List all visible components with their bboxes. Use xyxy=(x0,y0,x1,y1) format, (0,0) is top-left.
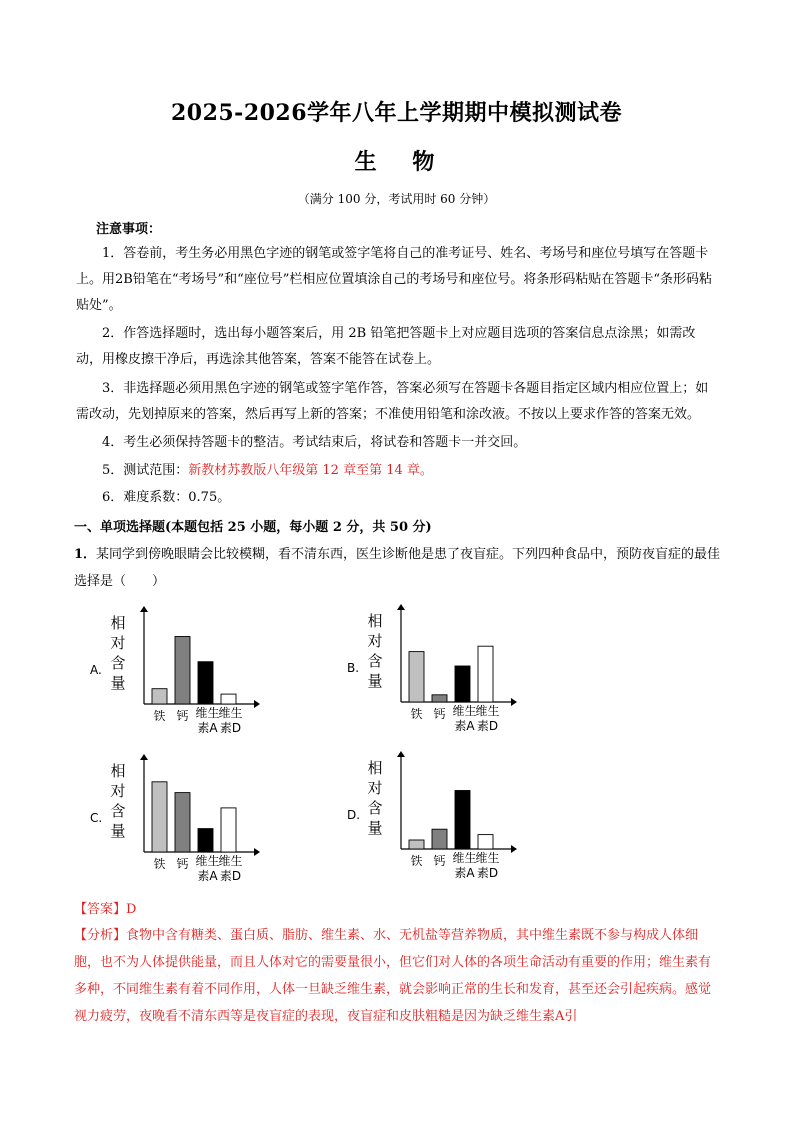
y-axis-label-char: 量 xyxy=(110,674,126,692)
bar xyxy=(409,652,424,702)
bar xyxy=(175,637,190,705)
answer-line xyxy=(74,898,136,917)
category-label: 钙 xyxy=(433,854,446,868)
y-axis-arrow xyxy=(397,604,405,610)
notice-item-5-prefix: 5．测试范围： xyxy=(102,463,189,478)
bar xyxy=(409,840,424,849)
score-note: （满分 100 分，考试用时 60 分钟） xyxy=(297,192,496,206)
category-label: 素D xyxy=(476,719,499,733)
x-axis-arrow xyxy=(511,698,517,706)
x-axis-arrow xyxy=(254,848,260,856)
chart-option-b[interactable] xyxy=(345,598,535,738)
category-label: 维生 xyxy=(195,854,220,868)
bar xyxy=(478,646,493,702)
notice-heading: 注意事项： xyxy=(96,222,162,237)
option-label: B. xyxy=(347,661,360,675)
category-label: 维生 xyxy=(475,704,500,718)
category-label: 维生 xyxy=(195,706,220,720)
x-axis-arrow xyxy=(511,845,517,853)
category-label: 素A xyxy=(197,721,218,735)
question-1 xyxy=(74,541,724,595)
chart-option-a[interactable] xyxy=(88,600,278,740)
bar xyxy=(198,662,213,704)
bar xyxy=(175,793,190,852)
bar xyxy=(432,829,447,849)
y-axis-label-char: 含 xyxy=(367,652,383,670)
category-label: 铁 xyxy=(153,709,166,723)
notice-item-4: 4．考生必须保持答题卡的整洁。考试结束后，将试卷和答题卡一并交回。 xyxy=(102,435,527,450)
bar xyxy=(152,689,167,704)
category-label: 素D xyxy=(219,869,242,883)
notice-item-2: 2．作答选择题时，选出每小题答案后，用 2B 铅笔把答题卡上对应题目选项的答案信息点涂黑；如需改动，用橡皮擦干净后，再选涂其他答案，答案不能答在试卷上。 xyxy=(76,326,696,367)
category-label: 钙 xyxy=(176,857,189,871)
y-axis-label-char: 对 xyxy=(367,632,383,650)
category-label: 素A xyxy=(454,719,475,733)
y-axis-label-char: 对 xyxy=(367,779,383,797)
analysis-label: 【分析】 xyxy=(74,928,127,943)
y-axis-label-char: 含 xyxy=(367,799,383,817)
exam-title: 2025-2026学年八年上学期期中模拟测试卷 xyxy=(170,100,623,126)
y-axis-label-char: 相 xyxy=(110,614,126,632)
question-stem: 某同学到傍晚眼睛会比较模糊，看不清东西，医生诊断他是患了夜盲症。下列四种食品中，预防夜盲症的最佳选择是（ ） xyxy=(74,547,721,589)
bar xyxy=(478,835,493,849)
category-label: 铁 xyxy=(410,707,423,721)
chart-option-c[interactable] xyxy=(88,748,278,888)
bar xyxy=(221,694,236,704)
category-label: 维生 xyxy=(218,706,243,720)
option-label: C. xyxy=(90,811,103,825)
category-label: 维生 xyxy=(452,704,477,718)
category-label: 维生 xyxy=(452,851,477,865)
y-axis-label-char: 含 xyxy=(110,654,126,672)
option-label: D. xyxy=(347,808,361,822)
category-label: 钙 xyxy=(176,709,189,723)
category-label: 维生 xyxy=(218,854,243,868)
bar xyxy=(152,782,167,852)
category-label: 素A xyxy=(197,869,218,883)
category-label: 铁 xyxy=(410,854,423,868)
category-label: 素A xyxy=(454,866,475,880)
category-label: 维生 xyxy=(475,851,500,865)
y-axis-label-char: 量 xyxy=(367,672,383,690)
y-axis-label-char: 对 xyxy=(110,634,126,652)
analysis-paragraph xyxy=(74,922,720,1030)
category-label: 钙 xyxy=(433,707,446,721)
y-axis-label-char: 含 xyxy=(110,802,126,820)
bar xyxy=(198,829,213,852)
y-axis-label-char: 相 xyxy=(367,612,383,630)
answer-value: D xyxy=(126,902,137,917)
category-label: 素D xyxy=(476,866,499,880)
bar xyxy=(221,808,236,852)
question-number: 1． xyxy=(74,547,97,562)
notice-item-1: 1．答卷前，考生务必用黑色字迹的钢笔或签字笔将自己的准考证号、姓名、考场号和座位号填写在答题卡上。用2B铅笔在“考场号”和“座位号”栏相应位置填涂自己的考场号和座位号。将条形码粘贴在答题卡“条形码粘贴处”。 xyxy=(76,246,713,313)
notice-item-3: 3．非选择题必须用黑色字迹的钢笔或签字笔作答，答案必须写在答题卡各题目指定区域内相应位置上；如需改动，先划掉原来的答案，然后再写上新的答案；不准使用铅笔和涂改液。不按以上要求作答的答案无效。 xyxy=(76,381,709,422)
answer-label: 【答案】 xyxy=(74,902,127,917)
bar xyxy=(432,695,447,702)
category-label: 铁 xyxy=(153,857,166,871)
option-label: A. xyxy=(90,663,102,677)
subject-title: 生 物 xyxy=(354,149,449,175)
section-heading: 一、单项选择题(本题包括 25 小题，每小题 2 分，共 50 分) xyxy=(74,520,432,535)
bar xyxy=(455,791,470,850)
notice-item-6: 6．难度系数：0.75。 xyxy=(102,490,231,505)
y-axis-label-char: 对 xyxy=(110,782,126,800)
test-range: 新教材苏教版八年级第 12 章至第 14 章。 xyxy=(188,463,433,478)
y-axis-label-char: 相 xyxy=(110,762,126,780)
y-axis-arrow xyxy=(140,754,148,760)
y-axis-label-char: 量 xyxy=(367,819,383,837)
y-axis-arrow xyxy=(140,606,148,612)
y-axis-label-char: 相 xyxy=(367,759,383,777)
notice-item-5 xyxy=(76,458,716,484)
y-axis-label-char: 量 xyxy=(110,822,126,840)
x-axis-arrow xyxy=(254,700,260,708)
category-label: 素D xyxy=(219,721,242,735)
chart-option-d[interactable] xyxy=(345,745,535,885)
bar xyxy=(455,666,470,702)
analysis-text: 食物中含有糖类、蛋白质、脂肪、维生素、水、无机盐等营养物质，其中维生素既不参与构成人体细胞，也不为人体提供能量，而且人体对它的需要量很小，但它们对人体的各项生命活动有重要的作用；维生素有多种，不同维生素有着不同作用，人体一旦缺乏维生素，就会影响正常的生长和发育，甚至还会引起疾病。感觉视力疲劳，夜晚看不清东西等是夜盲症的表现，夜盲症和皮肤粗糙是因为缺乏维生素A引 xyxy=(74,928,712,1024)
y-axis-arrow xyxy=(397,751,405,757)
